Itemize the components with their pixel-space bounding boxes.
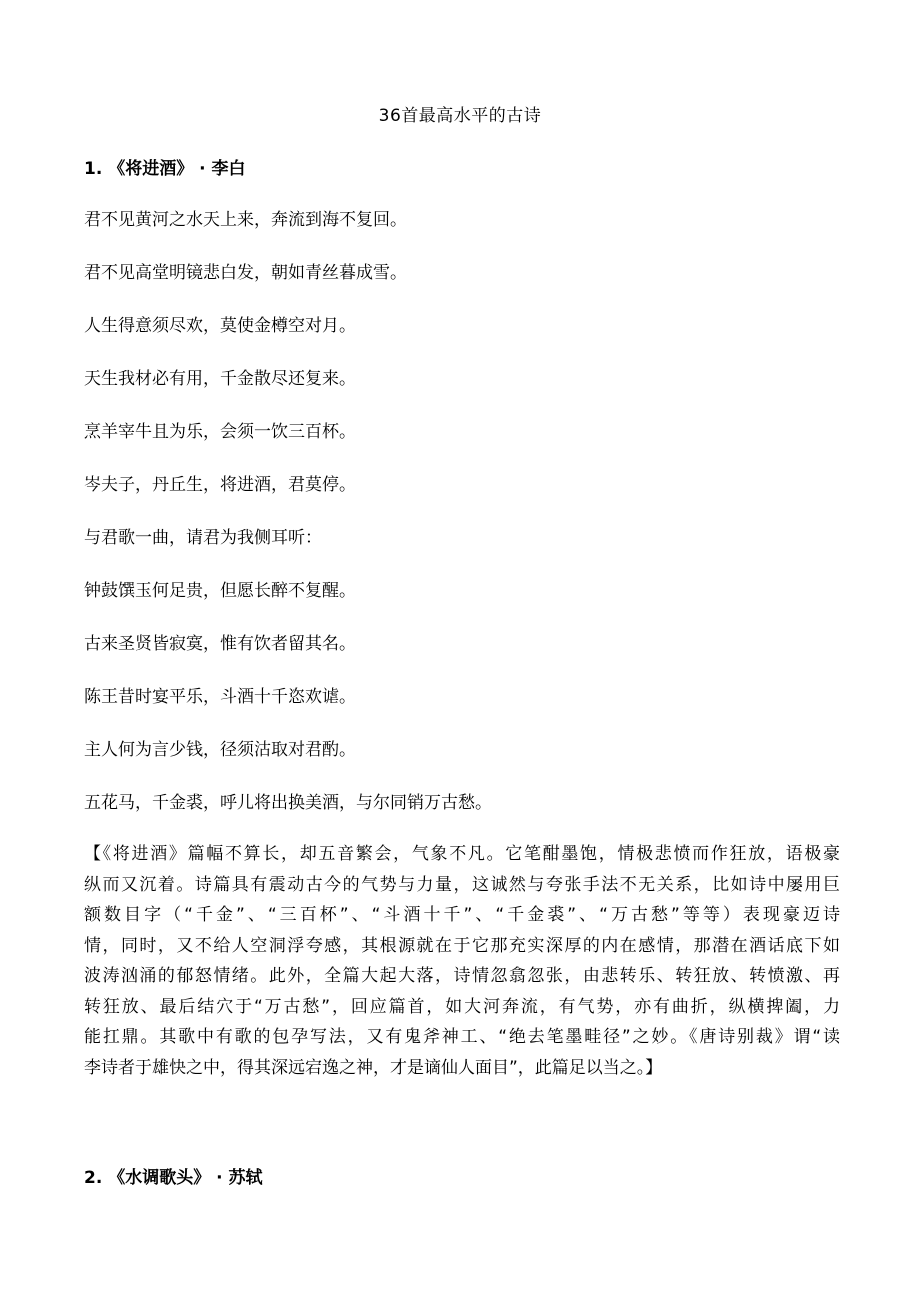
verse-line: 烹羊宰牛且为乐，会须一饮三百杯。 [84,422,356,442]
commentary-line: 波涛汹涌的郁怒情绪。此外，全篇大起大落，诗情忽翕忽张，由悲转乐、转狂放、转愤激、再 [84,966,840,986]
verse-line: 与君歌一曲，请君为我侧耳听： [84,528,322,548]
commentary-line: 【《将进酒》篇幅不算长，却五音繁会，气象不凡。它笔酣墨饱，情极悲愤而作狂放，语极豪 [84,844,840,864]
verse-line: 君不见高堂明镜悲白发，朝如青丝暮成雪。 [84,263,407,283]
commentary-line: 转狂放、最后结穴于“万古愁”，回应篇首，如大河奔流，有气势，亦有曲折，纵横捭阖，力 [84,996,840,1017]
commentary-line: 李诗者于雄快之中，得其深远宕逸之神，才是谪仙人面目”，此篇足以当之。】 [84,1057,663,1078]
verse-line: 天生我材必有用，千金散尽还复来。 [84,369,356,389]
commentary-line: 额数目字（“千金”、“三百杯”、“斗酒十千”、“千金裘”、“万古愁”等等）表现豪迈诗 [84,905,840,925]
poem-commentary-1 [84,839,840,1083]
commentary-line: 能扛鼎。其歌中有歌的包孕写法，又有鬼斧神工、“绝去笔墨畦径”之妙。《唐诗别裁》谓“读 [84,1027,840,1047]
verse-line: 主人何为言少钱，径须沽取对君酌。 [84,740,356,760]
verse-line: 钟鼓馔玉何足贵，但愿长醉不复醒。 [84,581,356,601]
commentary-line: 情，同时，又不给人空洞浮夸感，其根源就在于它那充实深厚的内在感情，那潜在酒话底下如 [84,935,840,956]
verse-line: 五花马，千金裘，呼儿将出换美酒，与尔同销万古愁。 [84,793,492,813]
verse-line: 君不见黄河之水天上来，奔流到海不复回。 [84,210,407,230]
verse-line: 古来圣贤皆寂寞，惟有饮者留其名。 [84,634,356,654]
verse-line: 人生得意须尽欢，莫使金樽空对月。 [84,316,356,336]
poem-heading-1: 1. 《将进酒》 · 李白 [84,159,246,179]
poem-heading-2: 2. 《水调歌头》 · 苏轼 [84,1168,263,1188]
verse-line: 陈王昔时宴平乐，斗酒十千恣欢谑。 [84,687,356,707]
document-title: 36首最高水平的古诗 [378,106,542,126]
verse-line: 岑夫子，丹丘生，将进酒，君莫停。 [84,475,356,495]
commentary-line: 纵而又沉着。诗篇具有震动古今的气势与力量，这诚然与夸张手法不无关系，比如诗中屡用巨 [84,874,840,895]
